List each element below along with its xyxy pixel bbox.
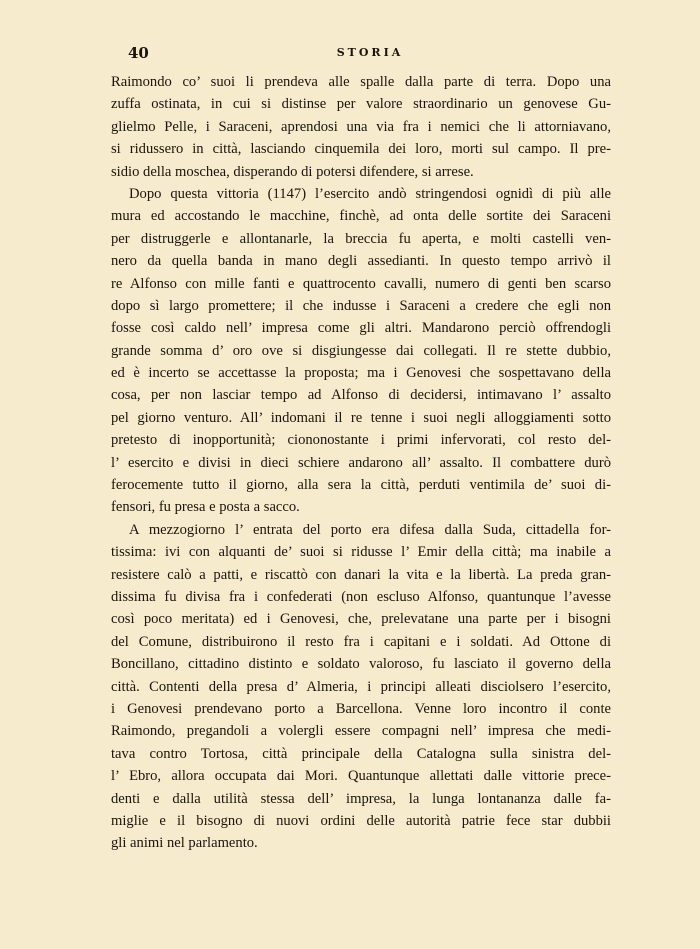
text-line: città. Contenti della presa d’ Almeria, i principi alleati disciolsero l’esercito, — [111, 678, 611, 695]
page-number: 40 — [128, 44, 149, 62]
text-line: gli animi nel parlamento. — [111, 835, 258, 852]
text-line: così poco meritata) ed i Genovesi, che, prelevatane una parte per i bisogni — [111, 611, 611, 628]
text-line: nero da quella banda in mano degli assedianti. In questo tempo arrivò il — [111, 253, 611, 270]
text-line: tava contro Tortosa, città principale della Catalogna sulla sinistra del- — [111, 745, 611, 762]
text-line: l’ esercito e divisi in dieci schiere andarono all’ assalto. Il combattere durò — [111, 454, 611, 471]
text-line: fensori, fu presa e posta a sacco. — [111, 499, 300, 516]
text-line: Boncillano, cittadino distinto e soldato valoroso, fu lasciato il governo della — [111, 656, 611, 673]
text-line: mura ed accostando le macchine, finchè, ad onta delle sortite dei Saraceni — [111, 208, 611, 225]
text-line: miglie e il bisogno di nuovi ordini delle autorità patrie fece star dubbii — [111, 812, 611, 829]
text-line: Dopo questa vittoria (1147) l’esercito andò stringendosi ognidì di più alle — [129, 185, 611, 202]
text-line: dissima fu divisa fra i confederati (non escluso Alfonso, quantunque l’avesse — [111, 588, 611, 605]
text-line: denti e dalla utilità stessa dell’ impresa, la lunga lontananza dalle fa- — [111, 790, 611, 807]
text-line: dopo sì largo promettere; il che indusse i Saraceni a credere che egli non — [111, 297, 611, 314]
page-header — [128, 44, 612, 64]
text-line: del Comune, distribuirono il resto fra i capitani e i soldati. Ad Ottone di — [111, 633, 611, 650]
text-line: sidio della moschea, disperando di potersi difendere, si arrese. — [111, 163, 474, 180]
text-line: per distruggerle e allontanarle, la breccia fu aperta, e molti castelli ven- — [111, 230, 611, 247]
text-line: ed è incerto se accettasse la proposta; ma i Genovesi che sospettavano della — [111, 365, 611, 382]
running-title: STORIA — [336, 46, 404, 59]
text-line: si ridussero in città, lasciando cinquemila dei loro, morti sul campo. Il pre- — [111, 141, 611, 158]
text-line: re Alfonso con mille fanti e quattrocento cavalli, numero di genti ben scarso — [111, 275, 611, 292]
text-line: fosse così caldo nell’ impresa come gli altri. Mandarono perciò offrendogli — [111, 320, 611, 337]
text-line: zuffa ostinata, in cui si distinse per valore straordinario un genovese Gu- — [111, 96, 611, 113]
text-line: grande somma d’ oro ove si disgiungesse dai collegati. Il re stette dubbio, — [111, 342, 611, 359]
paragraph — [111, 71, 611, 183]
text-line: l’ Ebro, allora occupata dai Mori. Quantunque allettati dalle vittorie prece- — [111, 768, 611, 785]
text-line: Raimondo, pregandoli a volergli essere compagni nell’ impresa che medi- — [111, 723, 611, 740]
text-line: glielmo Pelle, i Saraceni, aprendosi una via fra i nemici che li attorniavano, — [111, 118, 611, 135]
text-line: A mezzogiorno l’ entrata del porto era difesa dalla Suda, cittadella for- — [129, 521, 611, 538]
text-line: i Genovesi prendevano porto a Barcellona. Venne loro incontro il conte — [111, 700, 611, 717]
paragraph — [111, 183, 611, 519]
text-line: pretesto di inopportunità; ciononostante i primi infervorati, col resto del- — [111, 432, 611, 449]
text-line: Raimondo co’ suoi li prendeva alle spalle dalla parte di terra. Dopo una — [111, 74, 611, 90]
text-line: pel giorno venturo. All’ indomani il re tenne i suoi negli alloggiamenti sotto — [111, 409, 611, 426]
text-line: tissima: ivi con alquanti de’ suoi si ridusse l’ Emir della città; ma inabile a — [111, 544, 611, 561]
text-line: cosa, per non lasciar tempo ad Alfonso di decidersi, intimavano l’ assalto — [111, 387, 611, 404]
text-line: ferocemente tutto il giorno, alla sera la città, perduti ventimila de’ suoi di- — [111, 477, 611, 494]
body-text — [111, 71, 611, 855]
text-line: resistere calò a patti, e riscattò con danari la vita e la libertà. La preda gran- — [111, 566, 611, 583]
paragraph — [111, 519, 611, 855]
